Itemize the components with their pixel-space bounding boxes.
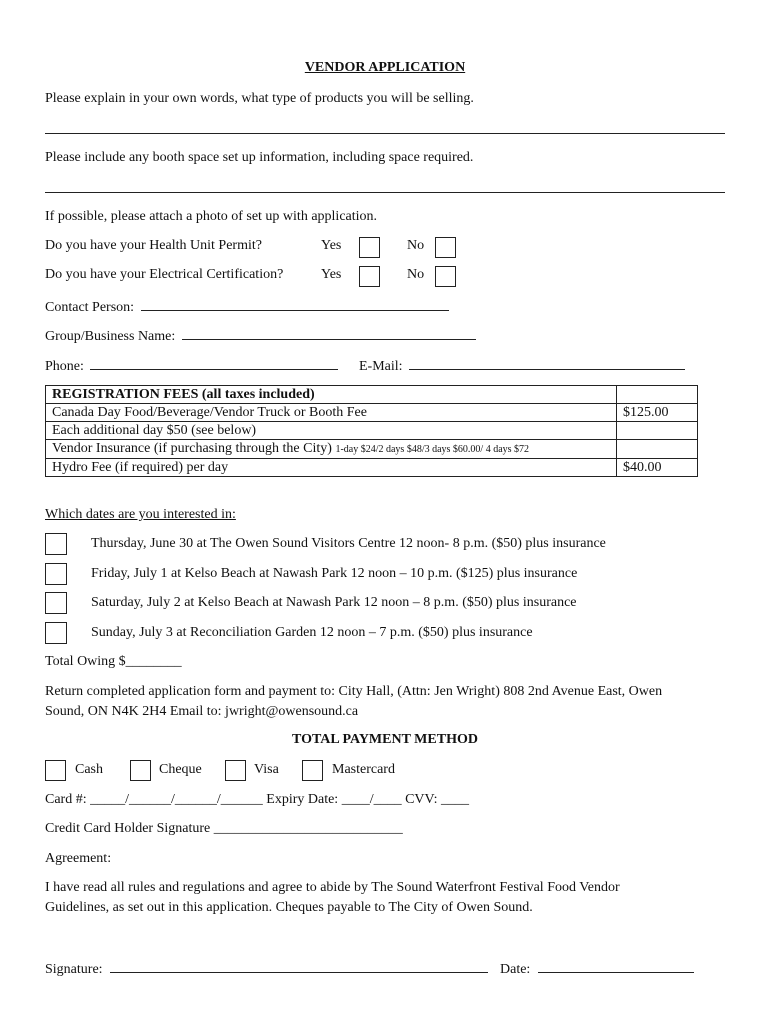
- health-permit-no-label: No: [407, 238, 425, 253]
- signature-row: [45, 959, 488, 978]
- agreement-text-line1: I have read all rules and regulations and agree to abide by The Sound Waterfront Festival Food Vendor: [45, 880, 620, 895]
- date-checkbox-july-3[interactable]: [45, 622, 67, 644]
- contact-person-field[interactable]: [141, 297, 449, 311]
- photo-note: If possible, please attach a photo of set up with application.: [45, 209, 378, 224]
- registration-fees-table: [45, 385, 698, 477]
- date-option: Saturday, July 2 at Kelso Beach at Nawash Park 12 noon – 8 p.m. ($50) plus insurance: [91, 595, 577, 610]
- date-option: Sunday, July 3 at Reconciliation Garden 12 noon – 7 p.m. ($50) plus insurance: [91, 625, 533, 640]
- electrical-cert-yes-checkbox[interactable]: [359, 266, 380, 287]
- electrical-cert-no-checkbox[interactable]: [435, 266, 456, 287]
- agreement-text-line2: Guidelines, as set out in this application. Cheques payable to The City of Owen Sound.: [45, 900, 533, 915]
- form-title: VENDOR APPLICATION: [304, 60, 466, 75]
- payment-mastercard-checkbox[interactable]: [302, 760, 323, 781]
- payment-cheque-label: Cheque: [159, 762, 202, 777]
- date-label: Date:: [500, 962, 531, 977]
- health-permit-question: Do you have your Health Unit Permit?: [45, 238, 262, 253]
- return-info-line1: Return completed application form and payment to: City Hall, (Attn: Jen Wright) 808 2nd Avenue East, Owen: [45, 684, 663, 699]
- signature-label: Signature:: [45, 962, 103, 977]
- date-checkbox-june-30[interactable]: [45, 533, 67, 555]
- fee-amount: $125.00: [617, 404, 698, 422]
- payment-visa-checkbox[interactable]: [225, 760, 246, 781]
- payment-mastercard-label: Mastercard: [332, 762, 395, 777]
- payment-heading: TOTAL PAYMENT METHOD: [292, 732, 478, 747]
- fee-cell: [46, 440, 617, 459]
- electrical-cert-no-label: No: [407, 267, 425, 282]
- phone-row: [45, 356, 338, 375]
- date-option: Thursday, June 30 at The Owen Sound Visitors Centre 12 noon- 8 p.m. ($50) plus insurance: [91, 536, 606, 551]
- date-option: Friday, July 1 at Kelso Beach at Nawash Park 12 noon – 10 p.m. ($125) plus insurance: [91, 566, 578, 581]
- date-field[interactable]: [538, 959, 694, 973]
- fees-row: [46, 440, 698, 459]
- payment-cash-label: Cash: [75, 762, 103, 777]
- group-name-field[interactable]: [182, 326, 476, 340]
- contact-person-row: [45, 297, 449, 316]
- fee-amount: $40.00: [617, 459, 698, 477]
- fees-header-amount: [617, 386, 698, 404]
- agreement-label: Agreement:: [45, 851, 112, 866]
- products-question: Please explain in your own words, what type of products you will be selling.: [45, 91, 474, 106]
- fees-row: [46, 404, 698, 422]
- date-row: [500, 959, 694, 978]
- payment-cash-checkbox[interactable]: [45, 760, 66, 781]
- phone-field[interactable]: [90, 356, 338, 370]
- email-row: [359, 356, 685, 375]
- electrical-cert-question: Do you have your Electrical Certification?: [45, 267, 284, 282]
- fees-row: [46, 459, 698, 477]
- date-checkbox-july-1[interactable]: [45, 563, 67, 585]
- payment-visa-label: Visa: [254, 762, 279, 777]
- products-answer-line[interactable]: [45, 133, 725, 134]
- group-name-row: [45, 326, 476, 345]
- group-name-label: Group/Business Name:: [45, 329, 176, 344]
- fee-amount: [617, 440, 698, 459]
- contact-person-label: Contact Person:: [45, 300, 135, 315]
- signature-field[interactable]: [110, 959, 488, 973]
- fee-label: Hydro Fee (if required) per day: [46, 459, 617, 477]
- date-checkbox-july-2[interactable]: [45, 592, 67, 614]
- dates-heading: Which dates are you interested in:: [45, 507, 236, 522]
- email-label: E-Mail:: [359, 359, 403, 374]
- email-field[interactable]: [409, 356, 685, 370]
- fee-label: Canada Day Food/Beverage/Vendor Truck or Booth Fee: [46, 404, 617, 422]
- fees-row: [46, 422, 698, 440]
- booth-question: Please include any booth space set up information, including space required.: [45, 150, 474, 165]
- fees-header-row: [46, 386, 698, 404]
- health-permit-no-checkbox[interactable]: [435, 237, 456, 258]
- total-owing: Total Owing $________: [45, 654, 182, 669]
- health-permit-yes-label: Yes: [321, 238, 342, 253]
- health-permit-yes-checkbox[interactable]: [359, 237, 380, 258]
- fee-note: 1-day $24/2 days $48/3 days $60.00/ 4 days $72: [335, 444, 530, 455]
- return-info-line2: Sound, ON N4K 2H4 Email to: jwright@owensound.ca: [45, 704, 359, 719]
- electrical-cert-yes-label: Yes: [321, 267, 342, 282]
- phone-label: Phone:: [45, 359, 84, 374]
- fees-header: REGISTRATION FEES (all taxes included): [46, 386, 617, 404]
- payment-cheque-checkbox[interactable]: [130, 760, 151, 781]
- card-holder-signature-line[interactable]: Credit Card Holder Signature ___________________________: [45, 821, 403, 836]
- fee-label: Vendor Insurance (if purchasing through the City): [52, 441, 332, 456]
- booth-answer-line[interactable]: [45, 192, 725, 193]
- card-details-line[interactable]: Card #: _____/______/______/______ Expiry Date: ____/____ CVV: ____: [45, 792, 469, 807]
- fee-amount: [617, 422, 698, 440]
- fee-label: Each additional day $50 (see below): [46, 422, 617, 440]
